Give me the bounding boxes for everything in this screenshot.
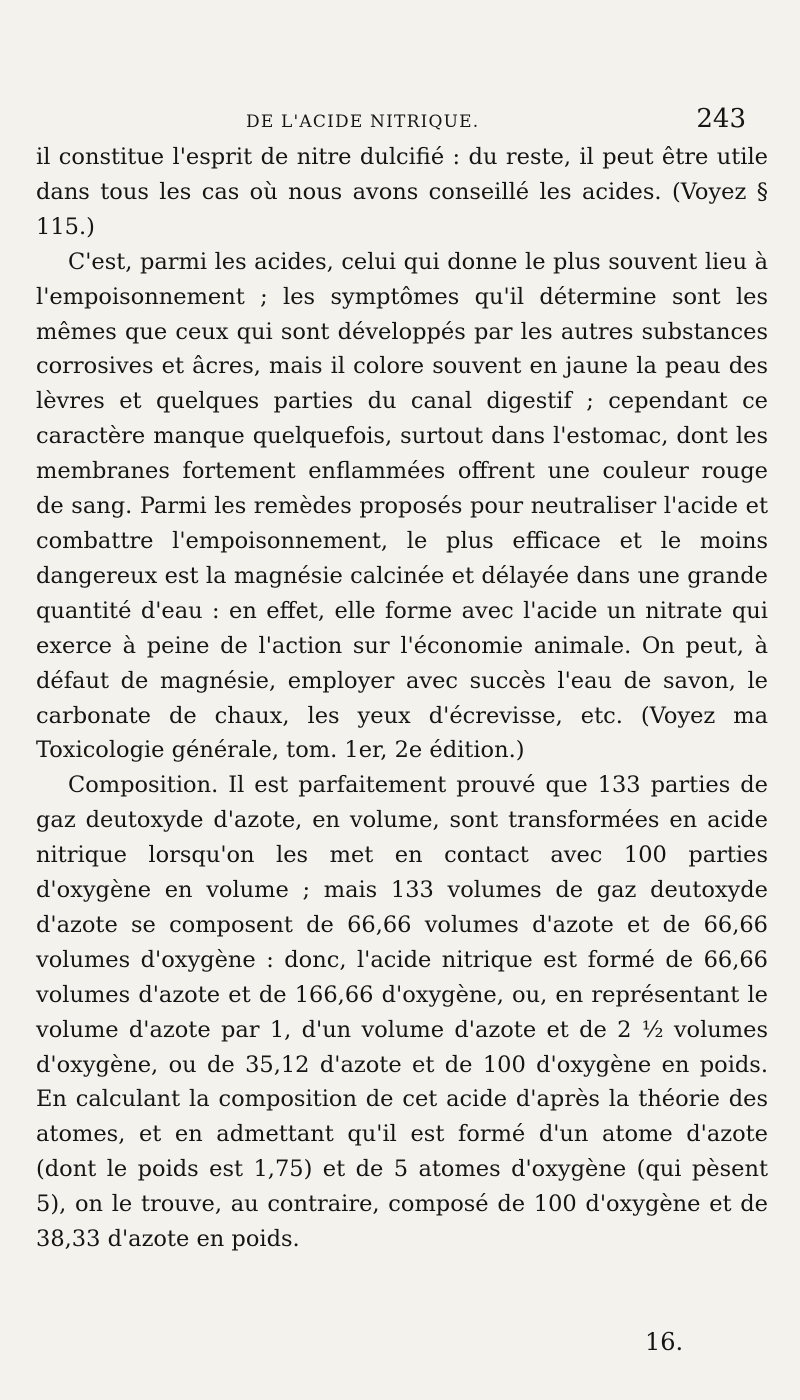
running-title: DE L'ACIDE NITRIQUE.: [246, 112, 480, 132]
paragraph-poisoning: C'est, parmi les acides, celui qui donne le plus souvent lieu à l'empoisonnement ; les symptômes qu'il détermine sont les mêmes que ceux qui sont développés par les autres substances corrosives et âcres, mais il colore souvent en jaune la peau des lèvres et quelques parties du canal digestif ; cependant ce caractère manque quelquefois, surtout dans l'estomac, dont les membranes fortement enflammées offrent une couleur rouge de sang. Parmi les remèdes proposés pour neutraliser l'acide et combattre l'empoisonnement, le plus efficace et le moins dangereux est la magnésie calcinée et délayée dans une grande quantité d'eau : en effet, elle forme avec l'acide un nitrate qui exerce à peine de l'action sur l'économie animale. On peut, à défaut de magnésie, employer avec succès l'eau de savon, le carbonate de chaux, les yeux d'écrevisse, etc. (Voyez ma Toxicologie générale, tom. 1er, 2e édition.): [36, 248, 768, 764]
page-header: [246, 104, 770, 136]
body-text: [36, 140, 768, 1257]
paragraph-composition: Composition. Il est parfaitement prouvé que 133 parties de gaz deutoxyde d'azote, en volume, sont transformées en acide nitrique lorsqu'on les met en contact avec 100 parties d'oxygène en volume ; mais 133 volumes de gaz deutoxyde d'azote se composent de 66,66 volumes d'azote et de 66,66 volumes d'oxygène : donc, l'acide nitrique est formé de 66,66 volumes d'azote et de 166,66 d'oxygène, ou, en représentant le volume d'azote par 1, d'un volume d'azote et de 2 ½ volumes d'oxygène, ou de 35,12 d'azote et de 100 d'oxygène en poids. En calculant la composition de cet acide d'après la théorie des atomes, et en admettant qu'il est formé d'un atome d'azote (dont le poids est 1,75) et de 5 atomes d'oxygène (qui pèsent 5), on le trouve, au contraire, composé de 100 d'oxygène et de 38,33 d'azote en poids.: [36, 772, 768, 1253]
paragraph-continuation: il constitue l'esprit de nitre dulcifié : du reste, il peut être utile dans tous les cas où nous avons conseillé les acides. (Voyez § 115.): [36, 144, 768, 240]
signature-mark: 16.: [645, 1328, 684, 1356]
page-number: 243: [696, 104, 746, 134]
